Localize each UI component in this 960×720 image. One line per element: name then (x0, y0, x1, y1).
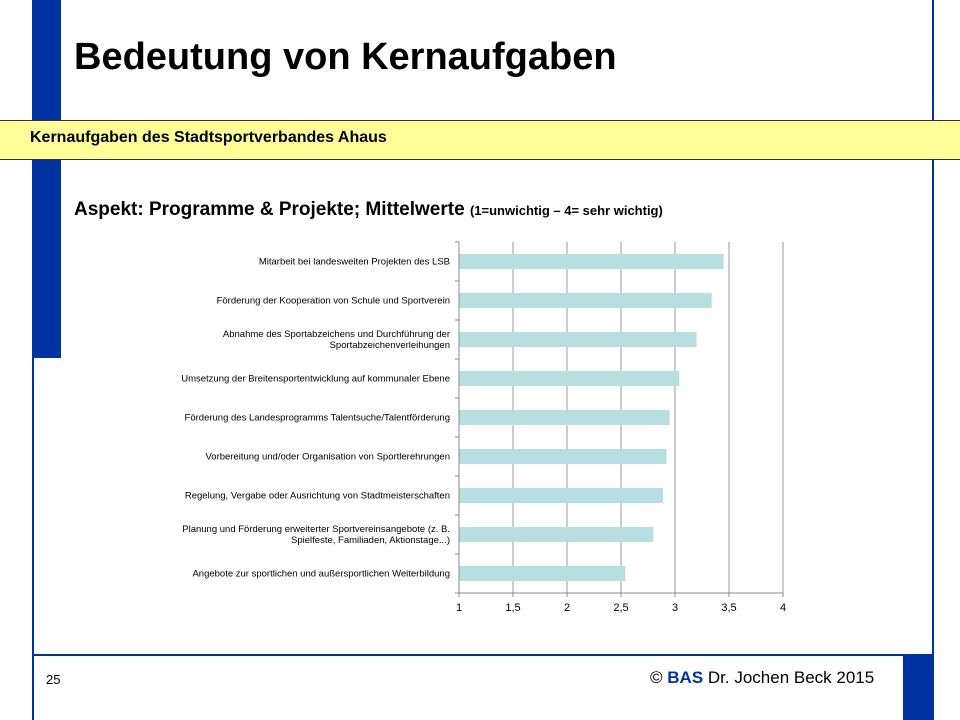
category-label-line: Sportabzeichenverleihungen (329, 340, 450, 351)
category-label-line: Regelung, Vergabe oder Ausrichtung von Stadtmeisterschaften (184, 490, 450, 502)
category-label (182, 524, 450, 546)
category-label (185, 491, 450, 502)
category-label (181, 374, 450, 385)
bar (459, 488, 663, 503)
slide-title: Bedeutung von Kernaufgaben (74, 36, 617, 78)
category-label-line: Förderung der Kooperation von Schule und Sportverein (216, 295, 450, 307)
x-tick-label: 2 (563, 602, 571, 614)
category-label-line: Abnahme des Sportabzeichens und Durchführung der (222, 329, 450, 340)
bar (459, 527, 653, 542)
x-tick-label: 1,5 (505, 602, 521, 614)
copyright-author: Dr. Jochen Beck 2015 (703, 668, 875, 687)
category-label (205, 452, 450, 463)
category-label-line: Vorbereitung und/oder Organisation von Sportlerehrungen (205, 451, 450, 463)
x-tick-label: 2,5 (613, 602, 629, 614)
chart-heading-main: Aspekt: Programme & Projekte; Mittelwerte (74, 199, 465, 220)
category-label-line: Umsetzung der Breitensportentwicklung auf kommunaler Ebene (181, 373, 450, 385)
category-label-line: Angebote zur sportlichen und außersportlichen Weiterbildung (192, 568, 450, 580)
category-label-line: Förderung des Landesprogramms Talentsuche/Talentförderung (184, 412, 450, 424)
x-tick-label: 3 (671, 602, 679, 614)
category-label-line: Spielfeste, Familiaden, Aktionstage...) (291, 535, 450, 546)
page-number: 25 (46, 672, 61, 687)
bar (459, 449, 666, 464)
category-label (185, 413, 450, 424)
category-label (259, 257, 450, 268)
bar (459, 566, 625, 581)
x-tick-label: 1 (455, 602, 463, 614)
category-label (192, 569, 450, 580)
copyright-brand: BAS (667, 668, 704, 687)
category-label-line: Planung und Förderung erweiterter Sportvereinsangebote (z. B. (182, 524, 450, 535)
bar (459, 254, 724, 269)
bar (459, 293, 712, 308)
category-label (223, 329, 450, 351)
category-label (217, 296, 450, 307)
x-tick-label: 3,5 (721, 602, 737, 614)
category-label-line: Mitarbeit bei landesweiten Projekten des LSB (258, 256, 450, 268)
copyright-symbol: © (650, 668, 663, 687)
bar (459, 371, 679, 386)
slide-subtitle: Kernaufgaben des Stadtsportverbandes Ahaus (30, 129, 387, 146)
bar (459, 410, 670, 425)
copyright-notice (650, 668, 874, 688)
chart-heading-note: (1=unwichtig – 4= sehr wichtig) (469, 203, 663, 218)
bar (459, 332, 697, 347)
x-tick-label: 4 (779, 602, 787, 614)
